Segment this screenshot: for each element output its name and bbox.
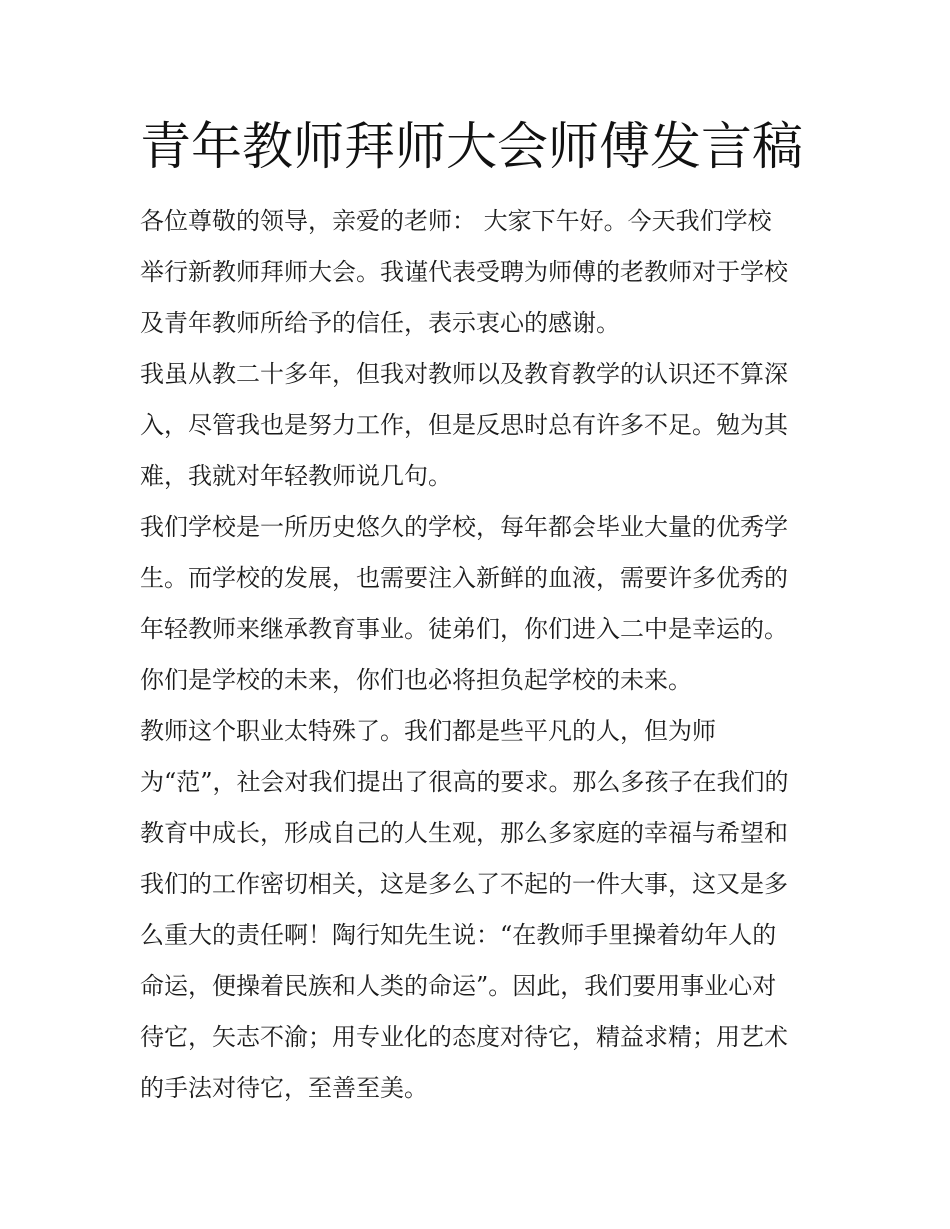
- text-line: 我虽从教二十多年，但我对教师以及教育教学的认识还不算深: [140, 360, 788, 388]
- document-title: 青年教师拜师大会师傅发言稿: [140, 118, 804, 177]
- text-line: 为“范”，社会对我们提出了很高的要求。那么多孩子在我们的: [140, 768, 789, 796]
- text-line: 的手法对待它，至善至美。: [140, 1074, 428, 1102]
- text-line: 教育中成长，形成自己的人生观，那么多家庭的幸福与希望和: [140, 819, 788, 847]
- text-line: 我们学校是一所历史悠久的学校，每年都会毕业大量的优秀学: [140, 513, 788, 541]
- text-line: 难，我就对年轻教师说几句。: [140, 462, 452, 490]
- text-line: 及青年教师所给予的信任，表示衷心的感谢。: [140, 309, 620, 337]
- text-line: 待它，矢志不渝；用专业化的态度对待它，精益求精；用艺术: [140, 1023, 788, 1051]
- text-line: 年轻教师来继承教育事业。徒弟们，你们进入二中是幸运的。: [140, 615, 788, 643]
- text-line: 么重大的责任啊！陶行知先生说：“在教师手里操着幼年人的: [140, 921, 777, 949]
- text-line: 入，尽管我也是努力工作，但是反思时总有许多不足。勉为其: [140, 411, 788, 439]
- text-line: 我们的工作密切相关，这是多么了不起的一件大事，这又是多: [140, 870, 788, 898]
- text-line: 各位尊敬的领导，亲爱的老师： 大家下午好。今天我们学校: [140, 207, 772, 235]
- text-line: 举行新教师拜师大会。我谨代表受聘为师傅的老教师对于学校: [140, 258, 788, 286]
- text-line: 生。而学校的发展，也需要注入新鲜的血液，需要许多优秀的: [140, 564, 788, 592]
- text-line: 命运，便操着民族和人类的命运”。因此，我们要用事业心对: [140, 972, 777, 1000]
- text-line: 你们是学校的未来，你们也必将担负起学校的未来。: [140, 666, 692, 694]
- text-line: 教师这个职业太特殊了。我们都是些平凡的人，但为师: [140, 717, 716, 745]
